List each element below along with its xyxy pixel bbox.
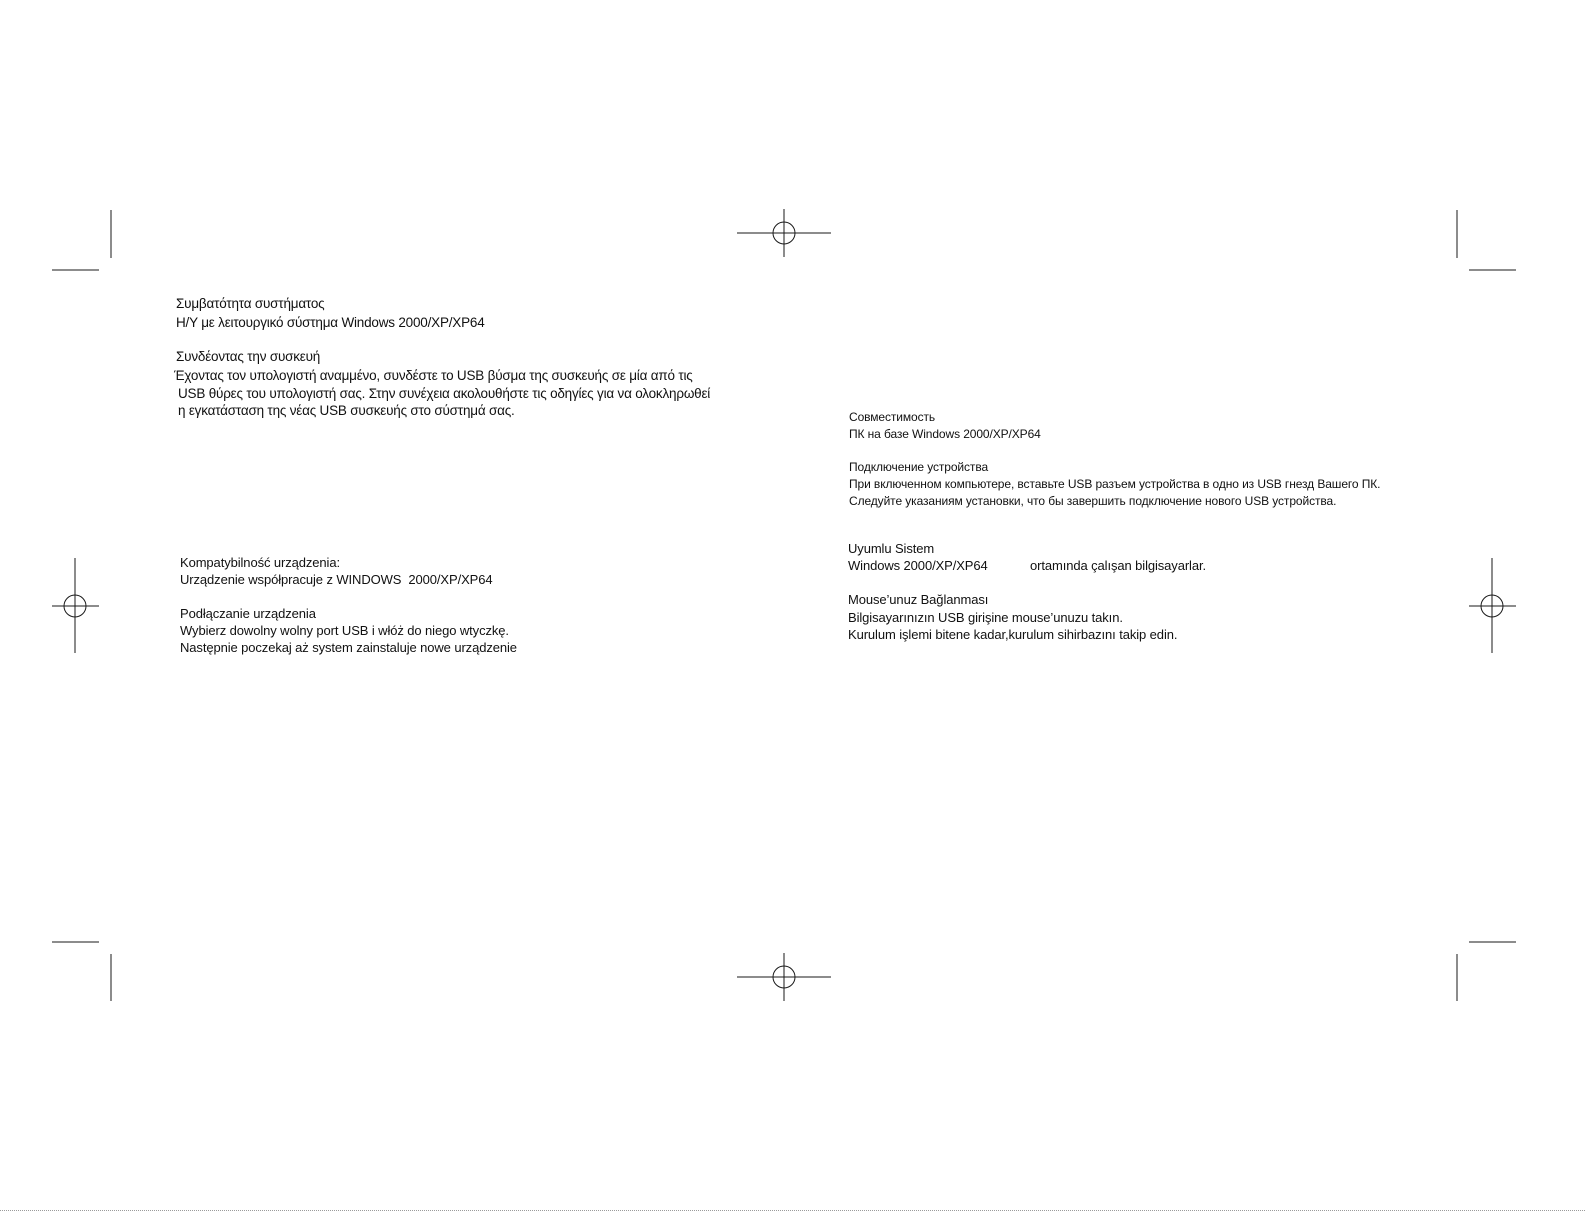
russian-compat-text: ПК на базе Windows 2000/XP/XP64: [849, 427, 1041, 441]
crop-mark-top-left: [52, 210, 111, 270]
polish-connect-line: Następnie poczekaj aż system zainstaluje nowe urządzenie: [180, 640, 517, 655]
greek-compat-text: Η/Υ με λειτουργικό σύστημα Windows 2000/XP/XP64: [176, 315, 485, 330]
turkish-compat-os: Windows 2000/XP/XP64: [848, 558, 988, 573]
turkish-connect-line: Bilgisayarınızın USB girişine mouse’unuzu takın.: [848, 610, 1123, 625]
polish-compat-title: Kompatybilność urządzenia:: [180, 555, 340, 570]
turkish-connect-line: Kurulum işlemi bitene kadar,kurulum sihirbazını takip edin.: [848, 627, 1178, 642]
registration-mark-right: [1469, 558, 1516, 653]
polish-connect-title: Podłączanie urządzenia: [180, 606, 316, 621]
crop-mark-bottom-right: [1457, 942, 1516, 1001]
registration-mark-top: [737, 209, 831, 257]
turkish-compat-text: ortamında çalışan bilgisayarlar.: [1030, 558, 1207, 573]
greek-compat-title: Συμβατότητα συστήματος: [176, 296, 325, 311]
greek-connect-line: USB θύρες του υπολογιστή σας. Στην συνέχεια ακολουθήστε τις οδηγίες για να ολοκληρωθεί: [178, 386, 711, 401]
greek-connect-line: η εγκατάσταση της νέας USB συσκευής στο σύστημά σας.: [178, 403, 515, 418]
greek-connect-title: Συνδέοντας την συσκευή: [176, 349, 321, 364]
russian-compat-title: Совместимость: [849, 410, 936, 424]
turkish-connect-title: Mouse’unuz Bağlanması: [848, 592, 989, 607]
polish-compat-text: Urządzenie współpracuje z WINDOWS 2000/XP/XP64: [180, 572, 493, 587]
crop-mark-bottom-left: [52, 942, 111, 1001]
polish-connect-line: Wybierz dowolny wolny port USB i włóż do niego wtyczkę.: [180, 623, 509, 638]
russian-connect-title: Подключение устройства: [849, 460, 989, 474]
russian-connect-line: При включенном компьютере, вставьте USB разъем устройства в одно из USB гнезд Вашего ПК.: [849, 477, 1381, 491]
turkish-compat-title: Uyumlu Sistem: [848, 541, 935, 556]
crop-mark-top-right: [1457, 210, 1516, 270]
russian-connect-line: Следуйте указаниям установки, что бы завершить подключение нового USB устройства.: [849, 494, 1337, 508]
greek-connect-line: Έχοντας τον υπολογιστή αναμμένο, συνδέστε το USB βύσμα της συσκευής σε μία από τις: [174, 368, 693, 383]
registration-mark-left: [52, 558, 99, 653]
registration-mark-bottom: [737, 953, 831, 1001]
page-edge-dotted-line: [0, 1210, 1585, 1211]
